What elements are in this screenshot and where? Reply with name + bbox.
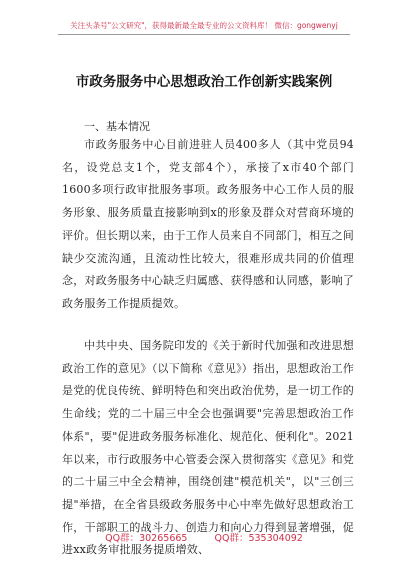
paragraph-policy-background: 中共中央、国务院印发的《关于新时代加强和改进思想政治工作的意见》（以下简称《意见》）指出，思想政治工作是党的优良传统、鲜明特色和突出政治优势，是一切工作的生命线；党的二十届三中全会也强调要"完善思想政治工作体系"，要"促进政务服务标准化、规范化、便利化"。2021年以来，市行政服务中心管委会深入贯彻落实《意见》和党的二十届三中全会精神，围绕创建"模范机关"，以"三创三提"举措，在全省县级政务服务中心中率先做好思想政治工作，干部职工的战斗力、创造力和向心力得到显著增强，促进xx政务审批服务提质增效、 [62,339,354,557]
header-promo-text: 关注头条号"公文研究"，获得最新最全最专业的公文资料库！ 微信：gongwenyj [70,21,338,30]
header-divider [58,34,350,35]
footer [0,530,408,544]
document-title: 市政务服务中心思想政治工作创新实践案例 [75,74,333,90]
paragraph-basic-situation: 市政务服务中心目前进驻人员400多人（其中党员94名，设党总支1个，党支部4个），承接了x市40个部门1600多项行政审批服务事项。政务服务中心工作人员的服务形象、服务质量直接影响到x的形象及群众对营商环境的评价。但长期以来，由于工作人员来自不同部门，相互之间缺少交流沟通，且流动性比较大，很难形成共同的价值理念，对政务服务中心缺乏归属感、获得感和认同感，影响了政务服务工作提质提效。 [62,138,354,310]
footer-qq-group-2: QQ群：535304092 [214,533,303,544]
footer-qq-group-1: QQ群：30265665 [105,533,188,544]
section-heading: 一、基本情况 [84,120,150,133]
